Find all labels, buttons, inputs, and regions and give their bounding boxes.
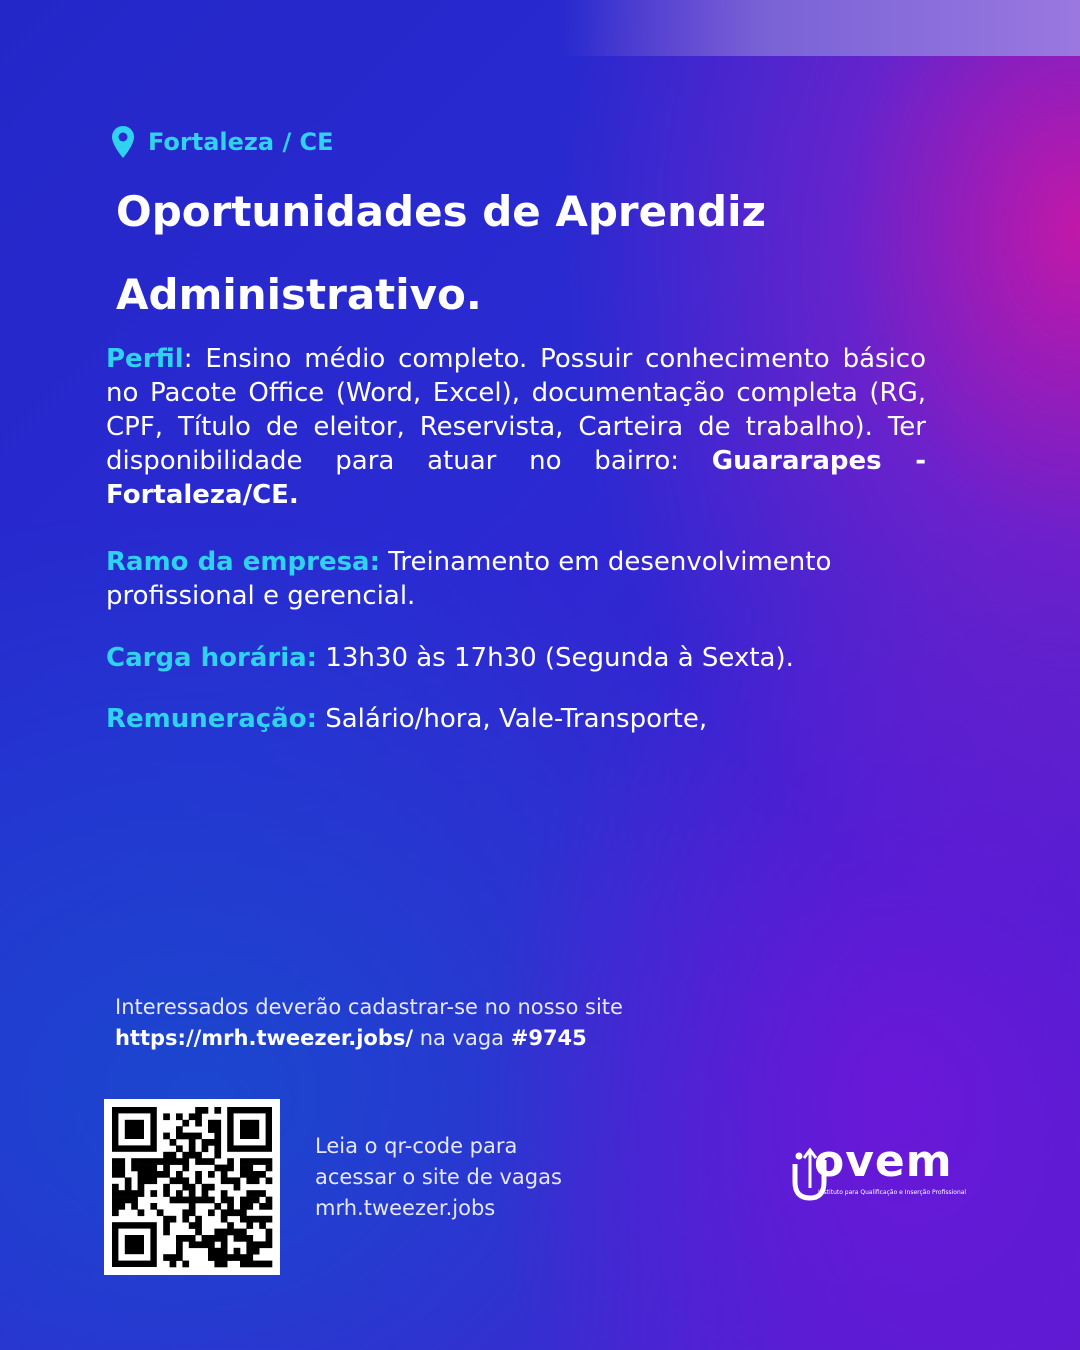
qr-caption	[315, 1131, 562, 1224]
perfil-label: Perfil	[106, 344, 184, 374]
apply-middle: na vaga	[413, 1026, 511, 1050]
qr-caption-line-1: Leia o qr-code para	[315, 1134, 518, 1158]
qr-caption-line-3: mrh.tweezer.jobs	[315, 1196, 496, 1220]
apply-url-link[interactable]: https://mrh.tweezer.jobs/	[115, 1026, 414, 1050]
job-id: #9745	[510, 1026, 587, 1050]
ramo-paragraph	[106, 545, 926, 613]
carga-paragraph	[106, 641, 926, 675]
location-pin-icon	[112, 126, 134, 158]
qr-caption-line-2: acessar o site de vagas	[315, 1165, 562, 1189]
carga-label: Carga horária:	[106, 643, 318, 673]
location-text: Fortaleza / CE	[148, 128, 334, 156]
qr-code-graphic	[104, 1099, 280, 1275]
remuneracao-paragraph	[106, 702, 926, 736]
logo-word: ovem	[814, 1136, 953, 1187]
remuneracao-text: Salário/hora, Vale-Transporte,	[316, 704, 708, 734]
top-decor-bar	[560, 0, 1080, 56]
apply-instructions	[115, 992, 623, 1054]
perfil-neighborhood: Guararapes - Fortaleza/CE.	[106, 446, 926, 510]
perfil-text: : Ensino médio completo. Possuir conhecimento básico no Pacote Office (Word, Excel), documentação completa (RG, CPF, Título de eleitor, Reservista, Carteira de trabalho). Ter disponibilidade para atuar no bairro:	[106, 344, 926, 476]
carga-text: 13h30 às 17h30 (Segunda à Sexta).	[317, 643, 794, 673]
ijovem-logo	[790, 1136, 990, 1206]
ramo-label: Ramo da empresa:	[106, 547, 380, 577]
remuneracao-label: Remuneração:	[106, 704, 317, 734]
ramo-text: Treinamento em desenvolvimento profissional e gerencial.	[106, 547, 832, 611]
location-row	[112, 126, 334, 158]
title-line-1: Oportunidades de Aprendiz	[116, 187, 766, 236]
title-line-2: Administrativo.	[116, 270, 482, 319]
page-title	[116, 170, 876, 336]
perfil-paragraph	[106, 342, 926, 512]
apply-line-1: Interessados deverão cadastrar-se no nosso site	[115, 995, 623, 1019]
qr-code[interactable]	[104, 1099, 280, 1275]
logo-subtitle: Instituto para Qualificação e Inserção Profissional	[818, 1189, 967, 1196]
